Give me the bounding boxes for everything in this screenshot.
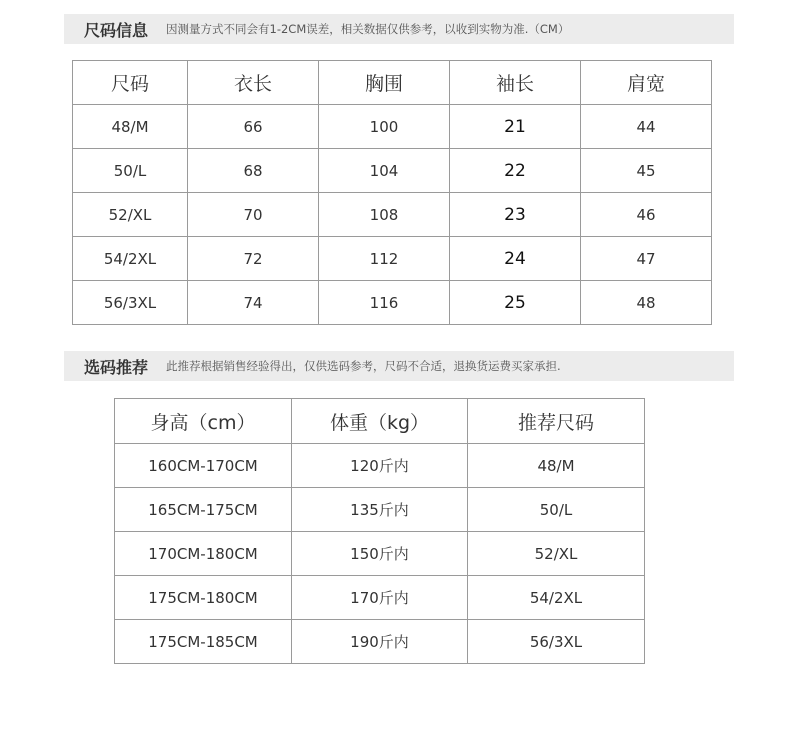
size-table-header-row	[73, 61, 712, 105]
size-cell: 48/M	[73, 105, 188, 149]
recommended-size-cell: 54/2XL	[468, 576, 645, 620]
recommendation-header-row	[115, 399, 645, 444]
shoulder-cell: 45	[581, 149, 712, 193]
size-header-shoulder: 肩宽	[581, 61, 712, 105]
shoulder-cell: 48	[581, 281, 712, 325]
size-cell: 56/3XL	[73, 281, 188, 325]
size-recommendation-header-bar	[64, 351, 734, 381]
chest-cell: 104	[319, 149, 450, 193]
size-table	[72, 60, 712, 325]
size-info-note: 因测量方式不同会有1-2CM误差，相关数据仅供参考，以收到实物为准.（CM）	[166, 22, 570, 36]
size-header-length: 衣长	[188, 61, 319, 105]
size-header-sleeve: 袖长	[450, 61, 581, 105]
shoulder-cell: 46	[581, 193, 712, 237]
size-cell: 50/L	[73, 149, 188, 193]
length-cell: 74	[188, 281, 319, 325]
size-cell: 52/XL	[73, 193, 188, 237]
recommended-size-cell: 56/3XL	[468, 620, 645, 664]
height-cell: 170CM-180CM	[115, 532, 292, 576]
recommendation-table	[114, 398, 645, 664]
table-row	[115, 532, 645, 576]
size-header-chest: 胸围	[319, 61, 450, 105]
weight-cell: 150斤内	[292, 532, 468, 576]
recommended-size-cell: 50/L	[468, 488, 645, 532]
table-row	[115, 576, 645, 620]
chest-cell: 112	[319, 237, 450, 281]
length-cell: 68	[188, 149, 319, 193]
rec-header-weight: 体重（kg）	[292, 399, 468, 444]
shoulder-cell: 47	[581, 237, 712, 281]
weight-cell: 135斤内	[292, 488, 468, 532]
height-cell: 165CM-175CM	[115, 488, 292, 532]
weight-cell: 120斤内	[292, 444, 468, 488]
weight-cell: 170斤内	[292, 576, 468, 620]
weight-cell: 190斤内	[292, 620, 468, 664]
recommended-size-cell: 48/M	[468, 444, 645, 488]
chest-cell: 116	[319, 281, 450, 325]
size-header-size: 尺码	[73, 61, 188, 105]
recommended-size-cell: 52/XL	[468, 532, 645, 576]
chest-cell: 108	[319, 193, 450, 237]
height-cell: 160CM-170CM	[115, 444, 292, 488]
rec-header-size: 推荐尺码	[468, 399, 645, 444]
height-cell: 175CM-185CM	[115, 620, 292, 664]
shoulder-cell: 44	[581, 105, 712, 149]
height-cell: 175CM-180CM	[115, 576, 292, 620]
sleeve-cell: 23	[450, 193, 581, 237]
sleeve-cell: 22	[450, 149, 581, 193]
table-row	[73, 281, 712, 325]
size-recommendation-title: 选码推荐	[84, 357, 149, 377]
length-cell: 72	[188, 237, 319, 281]
length-cell: 70	[188, 193, 319, 237]
table-row	[115, 620, 645, 664]
sleeve-cell: 24	[450, 237, 581, 281]
table-row	[73, 237, 712, 281]
size-info-header-bar	[64, 14, 734, 44]
table-row	[73, 105, 712, 149]
table-row	[73, 149, 712, 193]
sleeve-cell: 25	[450, 281, 581, 325]
table-row	[115, 444, 645, 488]
size-info-title: 尺码信息	[84, 20, 149, 40]
size-cell: 54/2XL	[73, 237, 188, 281]
length-cell: 66	[188, 105, 319, 149]
table-row	[115, 488, 645, 532]
table-row	[73, 193, 712, 237]
size-recommendation-note: 此推荐根据销售经验得出，仅供选码参考，尺码不合适，退换货运费买家承担.	[166, 359, 561, 373]
chest-cell: 100	[319, 105, 450, 149]
rec-header-height: 身高（cm）	[115, 399, 292, 444]
sleeve-cell: 21	[450, 105, 581, 149]
